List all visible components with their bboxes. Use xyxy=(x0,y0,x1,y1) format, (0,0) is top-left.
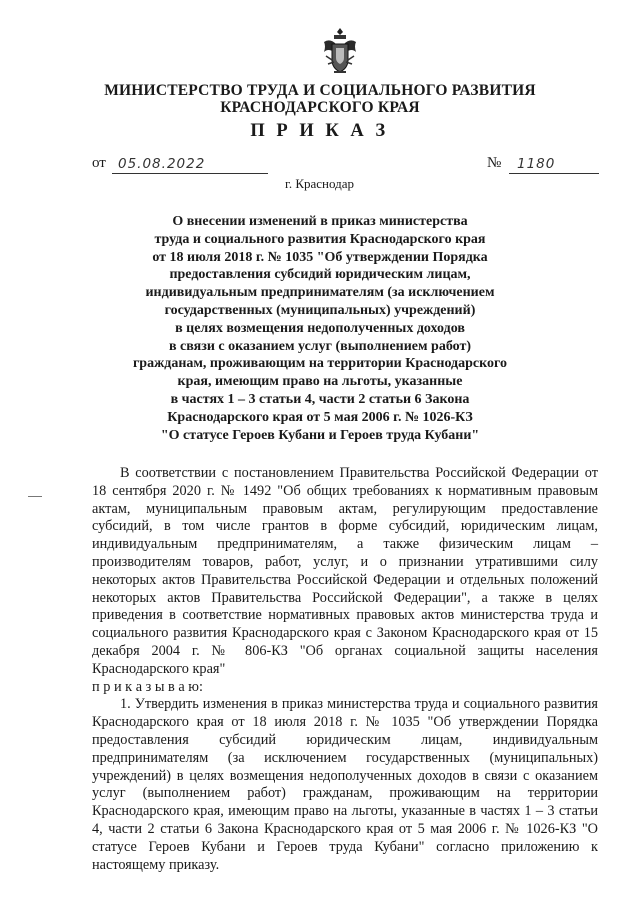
order-body xyxy=(92,465,598,874)
subject-line: индивидуальным предпринимателям (за исключением xyxy=(145,285,495,301)
order-word: п р и к а з ы в а ю: xyxy=(92,678,203,695)
order-title: П Р И К А З xyxy=(250,121,389,141)
number-prefix: № xyxy=(487,155,502,171)
ministry-line-1: МИНИСТЕРСТВО ТРУДА И СОЦИАЛЬНОГО РАЗВИТИЯ xyxy=(104,82,536,99)
order-number xyxy=(487,154,556,176)
subject-line: государственных (муниципальных) учреждений) xyxy=(164,302,476,318)
subject-line: в связи с оказанием услуг (выполнением работ) xyxy=(169,338,471,354)
margin-mark xyxy=(28,496,42,497)
subject-line: в частях 1 – 3 статьи 4, части 2 статьи 6 Закона xyxy=(170,391,470,407)
order-date xyxy=(92,154,206,176)
item-1-paragraph: 1. Утвердить изменения в приказ министерства труда и социального развития Краснодарского края от 18 июля 2018 г. № 1035 "Об утверждении Порядка предоставления субсидий юридическим лицам, индивидуальным предпринимателям (за исключением государственных (муниципальных) учреждений) в целях возмещения недополученных доходов в связи с оказанием услуг (выполнением работ) гражданам, проживающим на территории Краснодарского края, имеющим право на льготы, указанные в частях 1 – 3 статьи 4, части 2 статьи 6 Закона Краснодарского края от 5 мая 2006 г. № 1026-КЗ "О статусе Героев Кубани и Героев труда Кубани" согласно приложению к настоящему приказу. xyxy=(92,696,598,873)
preamble-paragraph: В соответствии с постановлением Правительства Российской Федерации от 18 сентября 2020 г. № 1492 "Об общих требованиях к нормативным правовым актам, муниципальным правовым актам, регулирующим предоставление субсидий, в том числе грантов в форме субсидий, юридическим лицам, индивидуальным предпринимателям, а также физическим лицам – производителям товаров, работ, услуг, и о признании утратившими силу некоторых актов Правительства Российской Федерации и отдельных положений некоторых актов Правительства Российской Федерации", а также в целях приведения в соответствие нормативных правовых актов министерства труда и социального развития Краснодарского края с Законом Краснодарского края от 15 декабря 2004 г. № 806-КЗ "Об органах социальной защиты населения Краснодарского края" xyxy=(92,465,598,677)
subject-line: в целях возмещения недополученных доходов xyxy=(175,320,465,336)
subject-line: Краснодарского края от 5 мая 2006 г. № 1026-КЗ xyxy=(167,409,473,425)
coat-of-arms-icon xyxy=(320,26,360,76)
ministry-line-2: КРАСНОДАРСКОГО КРАЯ xyxy=(220,99,420,116)
date-value: 05.08.2022 xyxy=(112,156,268,174)
date-prefix: от xyxy=(92,155,106,171)
subject-line: О внесении изменений в приказ министерства xyxy=(172,214,468,229)
subject-line: края, имеющим право на льготы, указанные xyxy=(177,374,463,390)
number-value: 1180 xyxy=(509,156,599,174)
subject-line: труда и социального развития Краснодарского края xyxy=(154,231,486,247)
order-subject xyxy=(90,213,550,444)
ministry-name xyxy=(60,82,580,116)
subject-line: от 18 июля 2018 г. № 1035 "Об утверждении Порядка xyxy=(152,249,488,265)
subject-line: гражданам, проживающим на территории Краснодарского xyxy=(132,356,508,372)
city: г. Краснодар xyxy=(284,176,355,191)
subject-line: "О статусе Героев Кубани и Героев труда Кубани" xyxy=(160,427,480,443)
subject-line: предоставления субсидий юридическим лицам, xyxy=(169,267,471,283)
